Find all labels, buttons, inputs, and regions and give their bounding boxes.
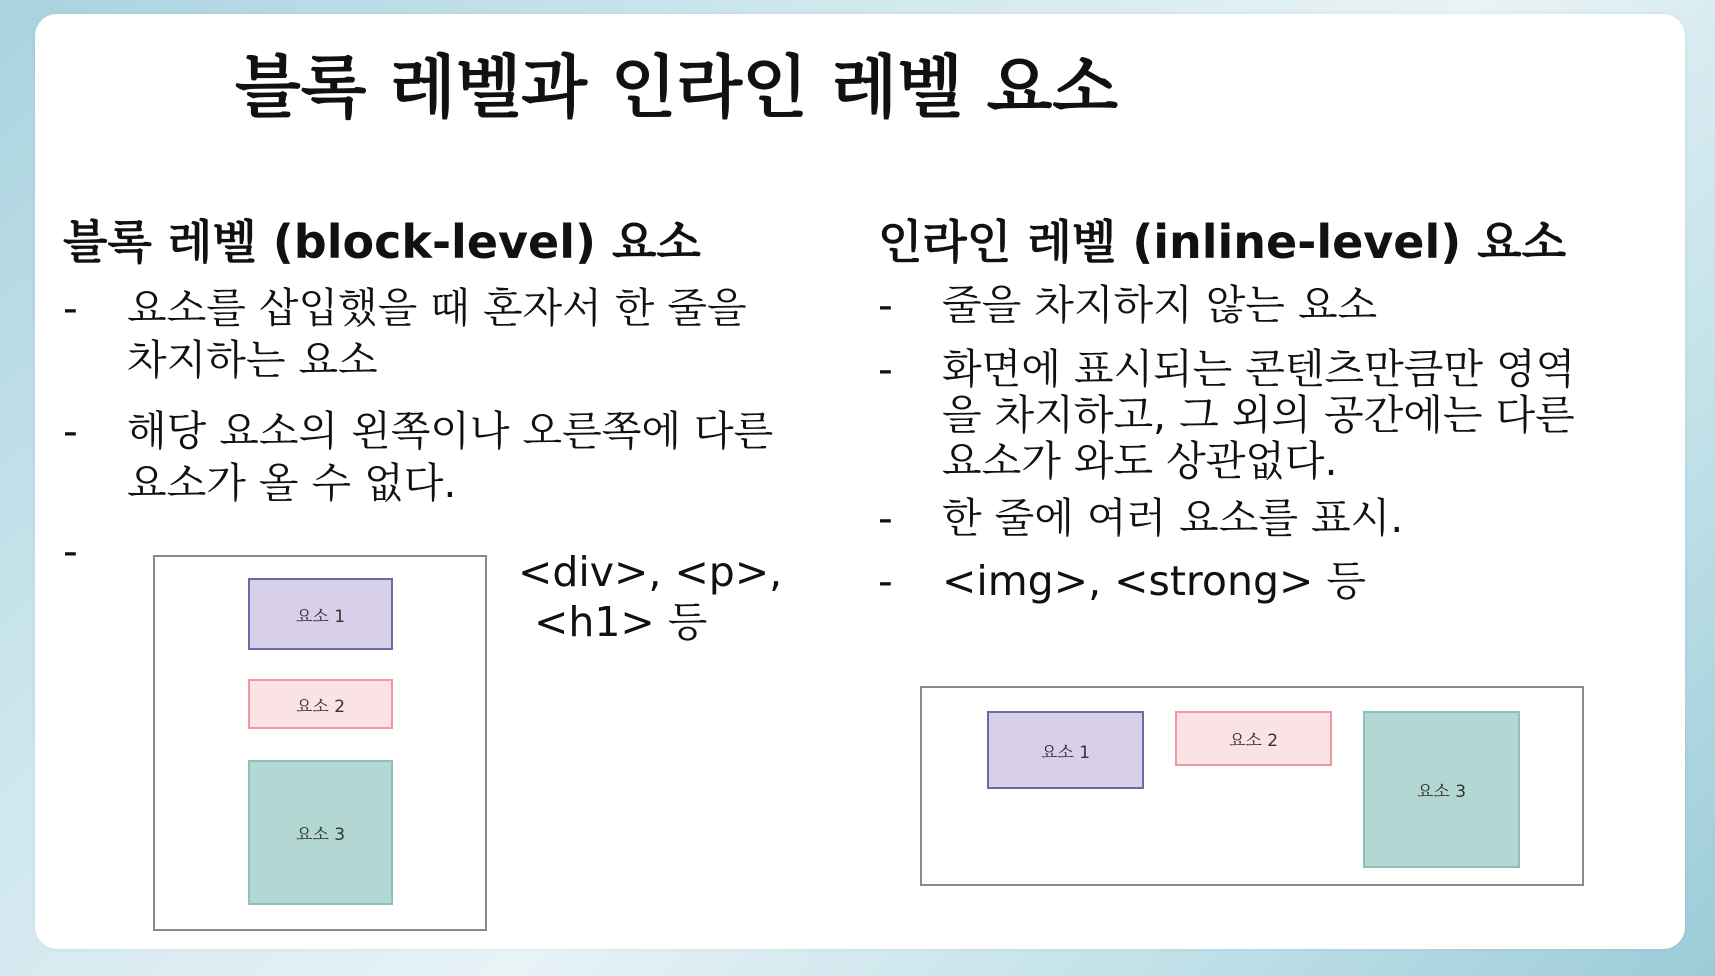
inline-diagram-box-2: 요소 2 <box>1175 711 1332 766</box>
inline-diagram-box-3: 요소 3 <box>1363 711 1520 868</box>
inline-bullet-text: 한 줄에 여러 요소를 표시. <box>942 494 1404 542</box>
inline-bullet-text: 줄을 차지하지 않는 요소 <box>942 281 1378 329</box>
bullet-dash: - <box>878 345 893 393</box>
inline-diagram-box-1: 요소 1 <box>987 711 1144 789</box>
block-level-section <box>63 210 863 845</box>
block-diagram-box-3: 요소 3 <box>248 760 393 905</box>
block-diagram-box-2: 요소 2 <box>248 679 393 729</box>
bullet-dash: - <box>878 557 893 605</box>
slide <box>35 14 1685 949</box>
slide-title: 블록 레벨과 인라인 레벨 요소 <box>235 49 1118 128</box>
inline-bullet-text: <img>, <strong> 등 <box>942 557 1366 605</box>
bullet-dash: - <box>63 284 78 332</box>
bullet-dash: - <box>63 407 78 455</box>
bullet-dash: - <box>63 527 78 575</box>
block-diagram-box-1: 요소 1 <box>248 578 393 650</box>
block-examples-line-1: <div>, <p>, <box>518 548 783 596</box>
block-level-diagram <box>153 555 487 931</box>
inline-level-section <box>878 210 1668 802</box>
bullet-dash: - <box>878 281 893 329</box>
inline-level-heading: 인라인 레벨 (inline-level) 요소 <box>878 215 1567 269</box>
inline-bullet-text: 화면에 표시되는 콘텐츠만큼만 영역을 차지하고, 그 외의 공간에는 다른 요소가 와도 상관없다. <box>942 345 1576 485</box>
bullet-dash: - <box>878 494 893 542</box>
block-bullet-text: 요소를 삽입했을 때 혼자서 한 줄을 차지하는 요소 <box>127 284 747 384</box>
block-examples-line-2: <h1> 등 <box>534 598 708 646</box>
inline-level-diagram <box>920 686 1584 886</box>
block-level-heading: 블록 레벨 (block-level) 요소 <box>63 215 701 269</box>
block-examples <box>518 547 782 647</box>
block-bullet-text: 해당 요소의 왼쪽이나 오른쪽에 다른 요소가 올 수 없다. <box>127 407 774 507</box>
